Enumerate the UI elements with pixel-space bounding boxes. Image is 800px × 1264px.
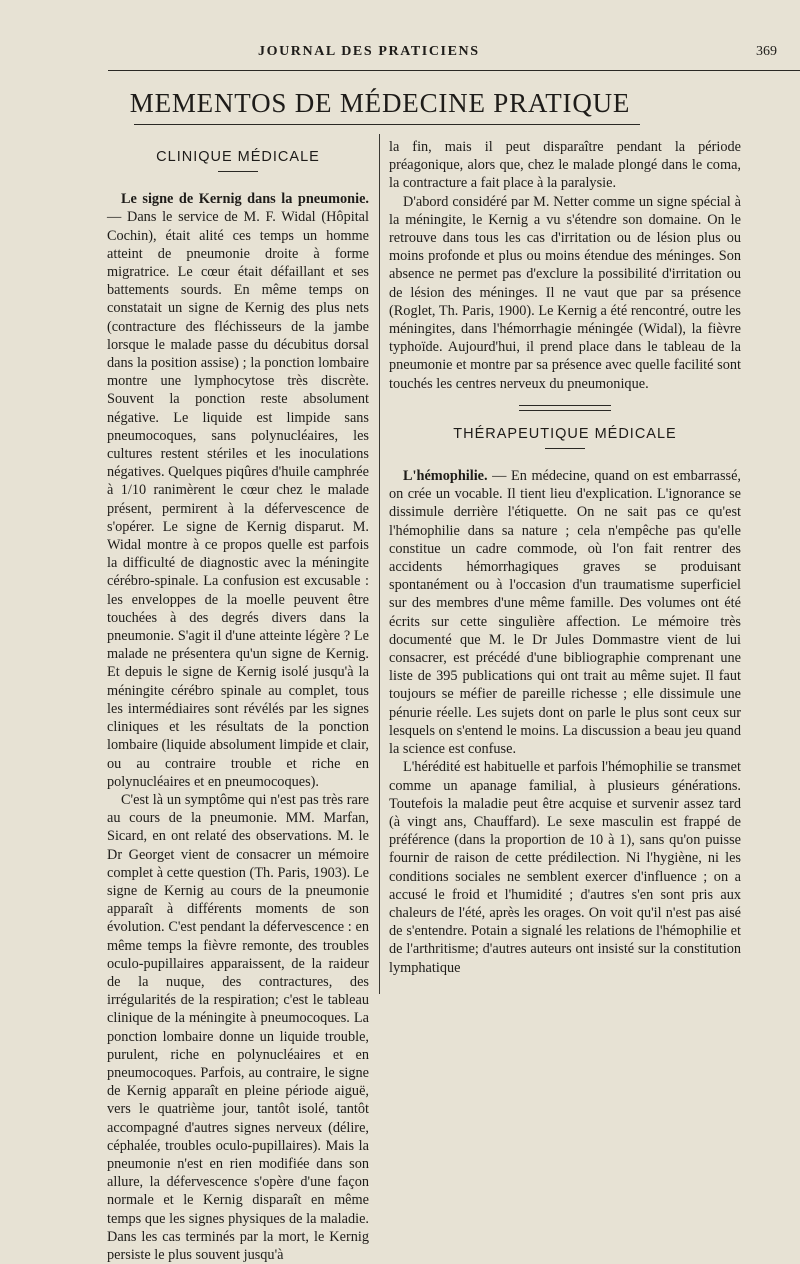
header-rule [108,70,800,71]
paragraph-kernig-3: D'abord considéré par M. Netter comme un signe spécial à la méningite, le Kernig a vu s'étendre son domaine. On le retrouve dans tous les cas d'irritation ou de lésion plus ou moins profonde et plus ou moins étendue des méninges. Son absence ne permet pas d'exclure la possibilité d'irritation ou de lésion des méninges. Il ne vaut que par sa présence (Roglet, Th. Paris, 1900). Le Kernig a été rencontré, outre les méningites, dans l'hémorrhagie méningée (Widal), la fièvre typhoïde. Aujourd'hui, il prend place dans le tableau de la pneumonie et montre par sa présence avec quelle facilité sont touchés les centres nerveux du pneumonique. [389,193,741,392]
section-underline [545,448,585,449]
right-column [389,138,741,977]
section-title-therapeutique: THÉRAPEUTIQUE MÉDICALE [453,425,677,442]
title-rule [134,124,640,125]
article-lead-hemophilie: L'hémophilie. [403,468,488,485]
paragraph-kernig-2: C'est là un symptôme qui n'est pas très rare au cours de la pneumonie. MM. Marfan, Sicard, en ont relaté des observations. M. le Dr Georget vient de consacrer un mémoire complet à cette question (Th. Paris, 1903). Le signe de Kernig au cours de la pneumonie apparaît à différents moments de son évolution. C'est pendant la défervescence : en même temps la fièvre remonte, des troubles oculo-pupillaires apparaissent, de la raideur de la nuque, des contractures, des irrégularités de la respiration; c'est le tableau clinique de la méningite à pneumocoques. La ponction lombaire donne un liquide trouble, purulent, riche en polynucléaires et en pneumocoques. Parfois, au contraire, le signe de Kernig apparaît en pleine période aiguë, vers le quatrième jour, tantôt isolé, tantôt accompagné d'autres signes nerveux (délire, céphalée, troubles oculo-pupillaires). Mais la pneumonie n'est en rien modifiée dans son allure, la défervescence s'opère d'une façon normale et le Kernig disparaît en même temps que les signes physiques de la maladie. Dans les cas terminés par la mort, le Kernig persiste le plus souvent jusqu'à [107,791,369,1263]
paragraph-hemophilie-2: L'hérédité est habituelle et parfois l'hémophilie se transmet comme un apanage familial, à plusieurs générations. Toutefois la maladie peut être acquise et survenir assez tard (à vingt ans, Chauffard). Le sexe masculin est frappé de préférence (dans la proportion de 10 à 1), sans qu'on puisse fournir de raison de cette prédilection. Ni l'hygiène, ni les conditions sociales ne semblent exercer d'influence ; on a accusé le froid et l'humidité ; d'autres s'en sont pris aux chaleurs de l'été, après les orages. On voit qu'il n'est pas aisé de s'entendre. Potain a signalé les relations de l'hémophilie et de l'arthritisme; d'autres auteurs ont insisté sur la constitution lymphatique [389,759,741,976]
paragraph-text: — Dans le service de M. F. Widal (Hôpital Cochin), était alité ces temps un homme atteint de pneumonie droite à forme migratrice. Le cœur était défaillant et ses battements sourds. En même temps on constatait un signe de Kernig des plus nets (contracture des fléchisseurs de la jambe lorsque le malade passe du décubitus dorsal dans la position assise) ; la ponction lombaire montre une lymphocytose très discrète. Souvent la ponction reste absolument négative. Le liquide est limpide sans pneumocoques, sans polynucléaires, les cultures restent stériles et les inoculations négatives. Quelques piqûres d'huile camphrée à 1/10 ranimèrent le cœur chez le malade présent, permirent à la défervescence de s'opérer. Le signe de Kernig disparut. M. Widal montre à ce propos quelle est parfois la difficulté de diagnostic avec la méningite cérébro-spinale. La confusion est excusable : les enveloppes de la moelle peuvent être touchées à des degrés divers dans la pneumonie. S'agit il d'une atteinte légère ? Le malade ne présentera qu'un signe de Kernig. Et depuis le signe de Kernig isolé jusqu'à la méningite cérébro spinale au complet, tous les intermédiaires sont révélés par les signes cliniques et les résultats de la ponction lombaire (liquide absolument limpide et clair, ou au contraire trouble et riche en polynucléaires et en pneumocoques). [107,209,369,790]
column-divider [379,134,380,994]
section-title-clinique: CLINIQUE MÉDICALE [156,149,320,165]
running-head [0,44,800,64]
paragraph-kernig-continued: la fin, mais il peut disparaître pendant la période préagonique, alors que, chez le malade plongé dans le coma, la contracture a fait place à la paralysie. [389,139,741,192]
paragraph-kernig-intro [107,190,369,791]
page-title: MEMENTOS DE MÉDECINE PRATIQUE [129,88,631,118]
paragraph-hemophilie-intro [389,467,741,758]
paragraph-text: — En médecine, quand on est embarrassé, on crée un vocable. Il tient lieu d'explication. L'ignorance se dissimule derrière l'étiquette. On ne sait pas ce qu'est l'hémophilie dans sa nature ; cela n'empêche pas qu'elle constitue un cadre commode, où l'on fait rentrer des accidents hémorrhagiques graves se produisant spontanément ou à l'occasion d'un traumatisme superficiel sur des membres d'une même famille. Des volumes ont été écrits sur cette singulière affection. Le mémoire très documenté que M. le Dr Jules Dommastre vient de lui consacrer, est précédé d'une bibliographie comprenant une liste de 395 publications qui ont trait au même sujet. Il faut toujours se méfier de pareille richesse ; elle dissimule une pénurie réelle. Les sujets dont on parle le plus sont ceux sur lesquels on s'entend le moins. La discussion a beau jeu quand la science est confuse. [389,468,741,758]
page-number: 369 [756,44,777,59]
section-separator [519,405,611,411]
article-lead-kernig: Le signe de Kernig dans la pneumonie. [121,191,369,208]
left-column [107,144,369,1264]
journal-title: JOURNAL DES PRATICIENS [258,44,480,59]
section-underline [218,171,258,172]
